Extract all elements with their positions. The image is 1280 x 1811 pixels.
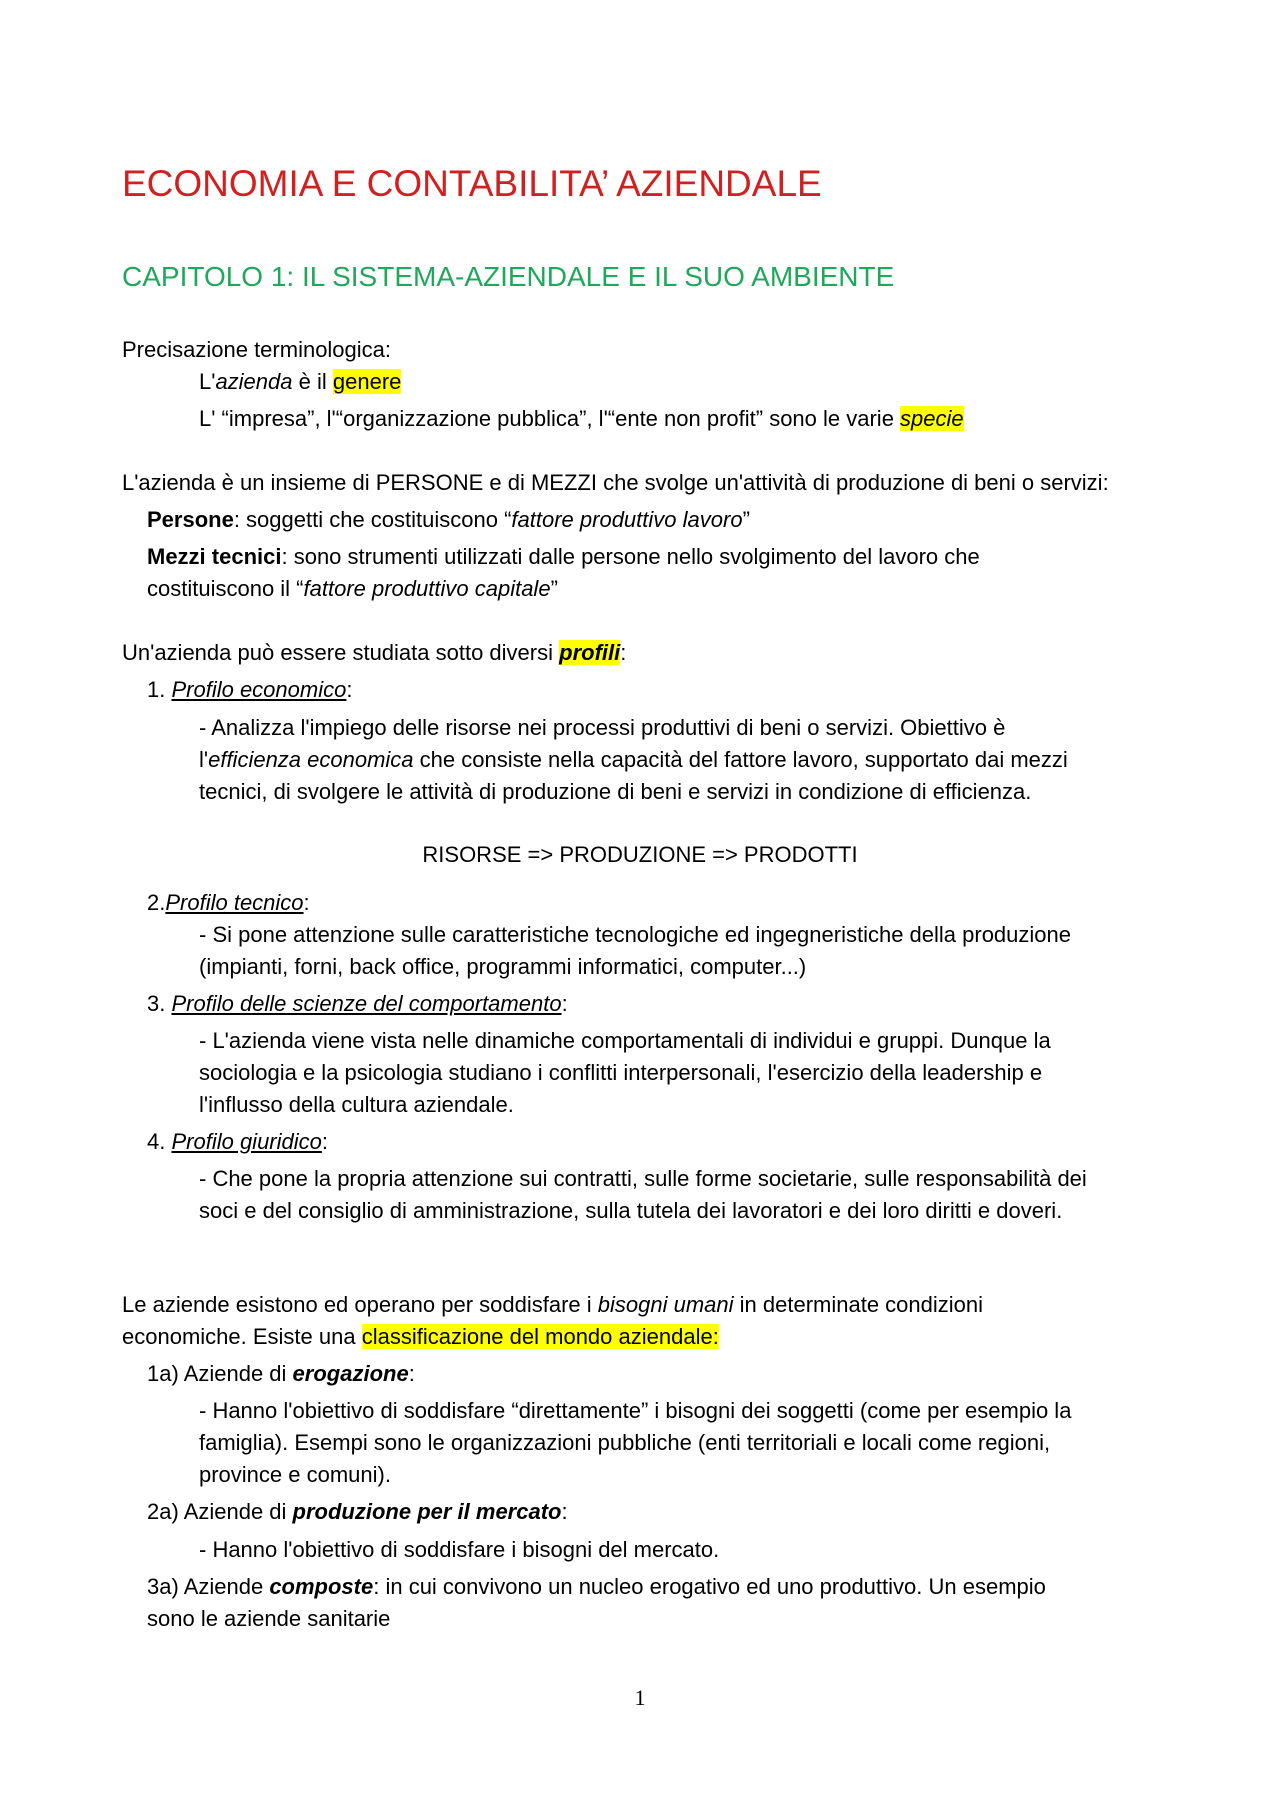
definizione-intro: L'azienda è un insieme di PERSONE e di MEZZI che svolge un'attività di produzione di beni o servizi: — [122, 470, 1109, 495]
formula-risorse: RISORSE => PRODUZIONE => PRODOTTI — [422, 842, 858, 867]
profilo-1-line-1: - Analizza l'impiego delle risorse nei processi produttivi di beni o servizi. Obiettivo è — [199, 715, 1006, 740]
azienda-1a-heading: 1a) Aziende di erogazione: — [147, 1361, 415, 1386]
profilo-4-heading: 4. Profilo giuridico: — [147, 1129, 328, 1154]
profilo-3-line-1: - L'azienda viene vista nelle dinamiche comportamentali di individui e gruppi. Dunque la — [199, 1028, 1051, 1053]
profilo-1-line-3: tecnici, di svolgere le attività di produzione di beni e servizi in condizione di efficienza. — [199, 779, 1032, 804]
profilo-4-line-1: - Che pone la propria attenzione sui contratti, sulle forme societarie, sulle responsabilità dei — [199, 1166, 1087, 1191]
profilo-4-line-2: soci e del consiglio di amministrazione, sulla tutela dei lavoratori e dei loro diritti e doveri. — [199, 1198, 1063, 1223]
profilo-1-line-2: l'efficienza economica che consiste nella capacità del fattore lavoro, supportato dai mezzi — [199, 747, 1068, 772]
highlight-genere: genere — [332, 369, 402, 394]
highlight-specie: specie — [900, 406, 964, 431]
profilo-3-heading: 3. Profilo delle scienze del comportamento: — [147, 991, 568, 1016]
profilo-2-heading: 2.Profilo tecnico: — [147, 890, 310, 915]
mezzi-item-line-1: Mezzi tecnici: sono strumenti utilizzati dalle persone nello svolgimento del lavoro che — [147, 544, 980, 569]
persone-item: Persone: soggetti che costituiscono “fattore produttivo lavoro” — [147, 507, 750, 532]
document-title: ECONOMIA E CONTABILITA’ AZIENDALE — [122, 163, 822, 204]
azienda-2a-heading: 2a) Aziende di produzione per il mercato: — [147, 1499, 568, 1524]
azienda-1a-line-2: famiglia). Esempi sono le organizzazioni pubbliche (enti territoriali e locali come regioni, — [199, 1430, 1051, 1455]
mezzi-item-line-2: costituiscono il “fattore produttivo capitale” — [147, 576, 558, 601]
azienda-3a-heading: 3a) Aziende composte: in cui convivono un nucleo erogativo ed uno produttivo. Un esempio — [147, 1574, 1046, 1599]
azienda-3a-line-2: sono le aziende sanitarie — [147, 1606, 391, 1631]
profilo-3-line-2: sociologia e la psicologia studiano i conflitti interpersonali, l'esercizio della leadership e — [199, 1060, 1043, 1085]
azienda-1a-line-3: province e comuni). — [199, 1462, 391, 1487]
profilo-3-line-3: l'influsso della cultura aziendale. — [199, 1092, 514, 1117]
precisazione-heading: Precisazione terminologica: — [122, 337, 392, 362]
classificazione-line-2: economiche. Esiste una classificazione del mondo aziendale: — [122, 1324, 719, 1349]
profilo-2-line-2: (impianti, forni, back office, programmi informatici, computer...) — [199, 954, 807, 979]
precisazione-line-1: L'azienda è il genere — [199, 369, 402, 394]
highlight-classificazione: classificazione del mondo aziendale: — [361, 1324, 719, 1349]
highlight-profili: profili — [559, 640, 621, 665]
chapter-heading: CAPITOLO 1: IL SISTEMA-AZIENDALE E IL SUO AMBIENTE — [122, 261, 895, 292]
precisazione-line-2: L' “impresa”, l'“organizzazione pubblica”, l'“ente non profit” sono le varie specie — [199, 406, 964, 431]
azienda-1a-line-1: - Hanno l'obiettivo di soddisfare “direttamente” i bisogni dei soggetti (come per esempio la — [199, 1398, 1072, 1423]
azienda-2a-line-1: - Hanno l'obiettivo di soddisfare i bisogni del mercato. — [199, 1537, 720, 1562]
page-number: 1 — [634, 1685, 646, 1710]
profili-intro: Un'azienda può essere studiata sotto diversi profili: — [122, 640, 627, 665]
classificazione-line-1: Le aziende esistono ed operano per soddisfare i bisogni umani in determinate condizioni — [122, 1292, 984, 1317]
profilo-2-line-1: - Si pone attenzione sulle caratteristiche tecnologiche ed ingegneristiche della produzione — [199, 922, 1071, 947]
profilo-1-heading: 1. Profilo economico: — [147, 677, 353, 702]
